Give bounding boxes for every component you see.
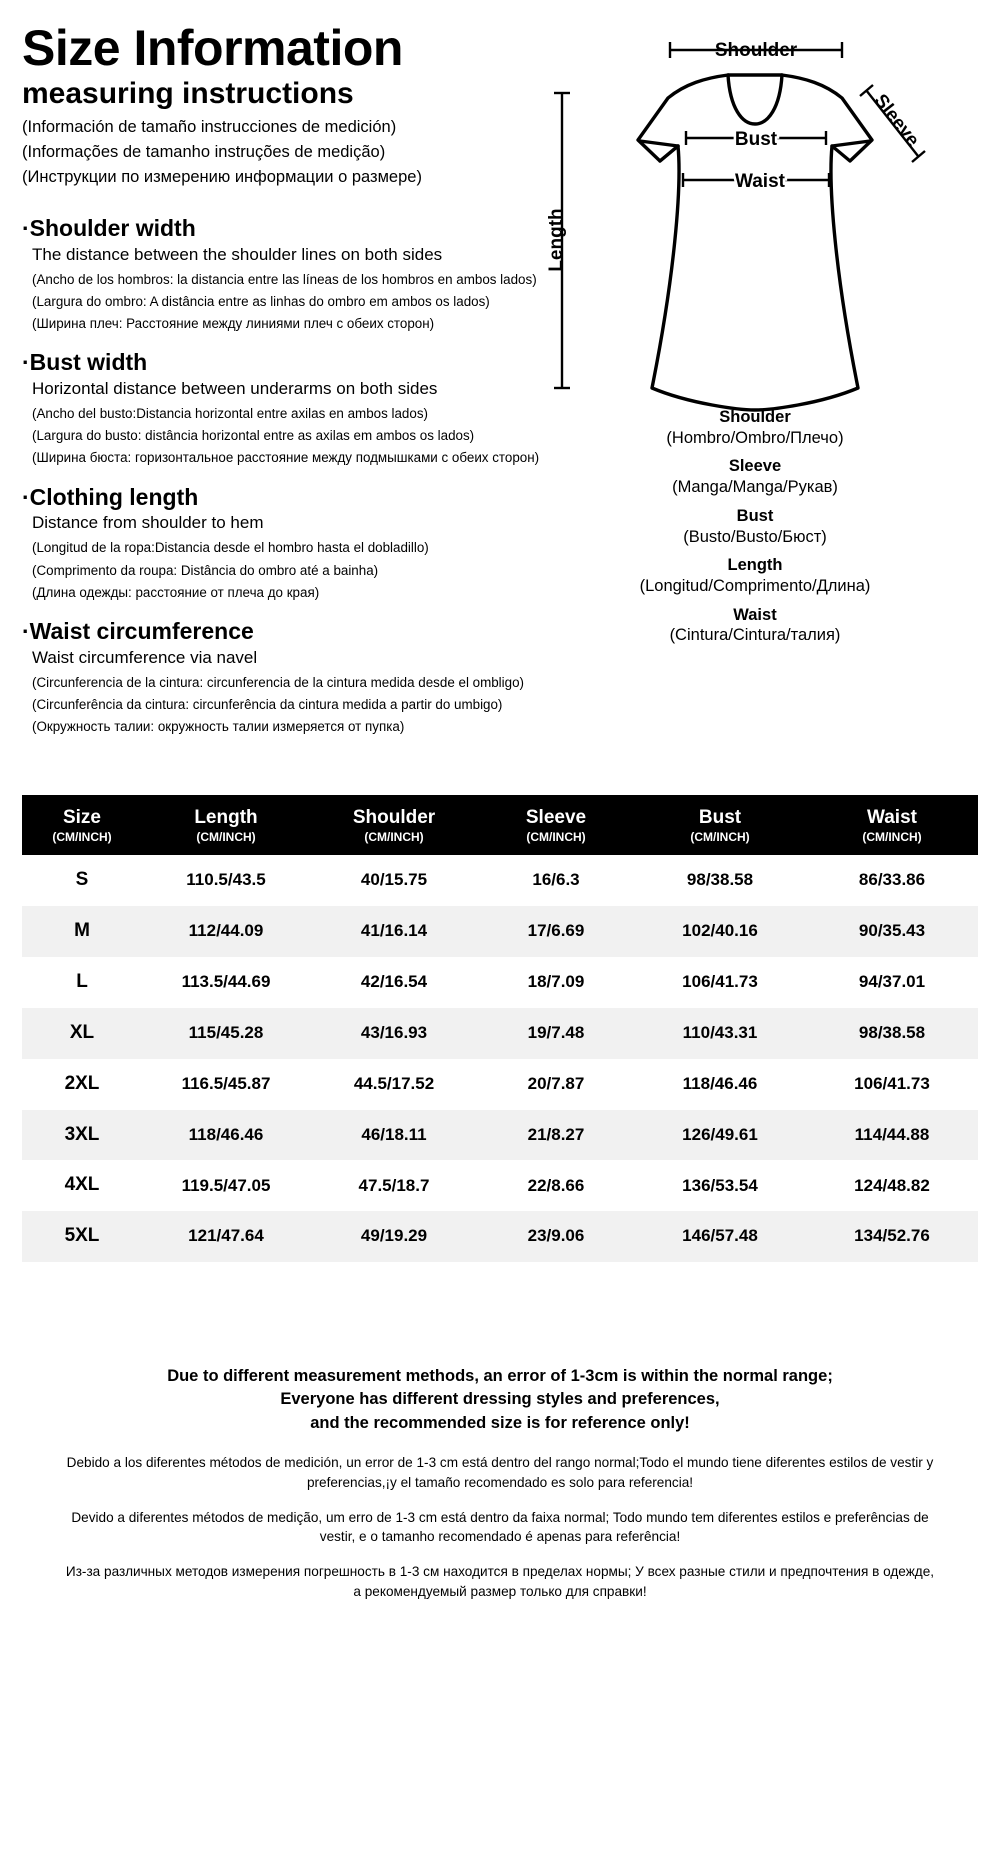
diagram-label-waist: Waist: [735, 171, 785, 192]
section-translation-es: (Longitud de la ropa:Distancia desde el hombro hasta el dobladillo): [32, 540, 429, 556]
column-header-shoulder: [310, 795, 478, 855]
footer-note-ru: Из-за различных методов измерения погрешность в 1-3 см находится в пределах нормы; У всех разные стили и предпочтения в одежде, а рекомендуемый размер только для справки!: [65, 1564, 935, 1599]
section-waist-circumference: [22, 618, 542, 735]
legend-name: Length: [727, 556, 783, 575]
footer-note-en-line2: Everyone has different dressing styles and preferences,: [280, 1390, 720, 1409]
column-header-label: Sleeve: [525, 807, 587, 828]
cell-bust: 146/57.48: [682, 1226, 758, 1246]
footer-notes: [30, 1365, 970, 1617]
section-translation-ru: (Ширина бюста: горизонтальное расстояние между подмышками с обеих сторон): [32, 450, 540, 466]
footer-note-es: Debido a los diferentes métodos de medición, un error de 1-3 cm está dentro del rango normal;Todo el mundo tiene diferentes estilos de vestir y preferencias,¡y el tamaño recomendado es solo para referencia!: [66, 1455, 934, 1490]
table-row: [22, 1160, 978, 1211]
legend-translation: (Busto/Busto/Бюст): [683, 527, 827, 546]
legend-translation: (Manga/Manga/Рукав): [672, 478, 838, 497]
diagram-label-shoulder: Shoulder: [714, 40, 798, 61]
section-translation-ru: (Окружность талии: окружность талии измеряется от пупка): [32, 719, 405, 735]
column-header-unit: (CM/INCH): [364, 829, 424, 844]
column-header-size: [22, 795, 142, 855]
section-translation-ru: (Ширина плеч: Расстояние между линиями плеч с обеих сторон): [32, 316, 435, 332]
cell-size: 4XL: [64, 1174, 100, 1196]
column-header-sleeve: [478, 795, 634, 855]
cell-shoulder: 47.5/18.7: [358, 1175, 430, 1195]
measuring-instructions: [22, 215, 542, 752]
cell-sleeve: 18/7.09: [527, 971, 585, 991]
table-row: [22, 906, 978, 957]
cell-length: 110.5/43.5: [186, 870, 266, 890]
section-heading: ·Shoulder width: [22, 215, 196, 241]
section-heading: ·Waist circumference: [22, 617, 254, 644]
cell-waist: 94/37.01: [858, 971, 926, 991]
cell-length: 118/46.46: [188, 1124, 264, 1144]
section-heading: ·Bust width: [22, 349, 148, 376]
column-header-unit: (CM/INCH): [52, 829, 112, 844]
cell-shoulder: 44.5/17.52: [353, 1073, 435, 1093]
cell-waist: 90/35.43: [858, 921, 926, 941]
legend-item-length: [520, 556, 990, 596]
column-header-unit: (CM/INCH): [526, 829, 586, 844]
column-header-unit: (CM/INCH): [690, 829, 750, 844]
legend-name: Waist: [733, 605, 777, 624]
cell-bust: 126/49.61: [682, 1124, 758, 1144]
cell-sleeve: 21/8.27: [527, 1124, 585, 1144]
cell-size: 2XL: [64, 1072, 100, 1094]
cell-shoulder: 49/19.29: [360, 1226, 428, 1246]
cell-waist: 134/52.76: [854, 1226, 930, 1246]
cell-size: XL: [69, 1021, 95, 1043]
cell-shoulder: 41/16.14: [360, 921, 428, 941]
cell-bust: 136/53.54: [682, 1175, 758, 1195]
cell-bust: 110/43.31: [682, 1022, 758, 1042]
cell-waist: 106/41.73: [854, 1073, 930, 1093]
header-translation-pt: (Informações de tamanho instruções de medição): [22, 143, 386, 162]
legend-item-shoulder: [520, 408, 990, 448]
column-header-length: [142, 795, 310, 855]
table-row: [22, 1059, 978, 1110]
section-translation-ru: (Длина одежды: расстояние от плеча до края): [32, 584, 320, 600]
table-row: [22, 1110, 978, 1161]
cell-length: 119.5/47.05: [181, 1175, 271, 1195]
cell-length: 115/45.28: [188, 1022, 264, 1042]
cell-sleeve: 17/6.69: [527, 921, 585, 941]
legend-translation: (Hombro/Ombro/Плечо): [666, 428, 844, 447]
cell-sleeve: 22/8.66: [527, 1175, 585, 1195]
cell-sleeve: 16/6.3: [532, 870, 580, 890]
cell-shoulder: 46/18.11: [361, 1124, 427, 1144]
table-header-row: [22, 795, 978, 855]
size-table-container: [22, 795, 978, 1262]
header: [22, 22, 522, 190]
cell-size: M: [74, 919, 90, 941]
page-title: Size Information: [22, 20, 403, 76]
cell-length: 116.5/45.87: [181, 1073, 271, 1093]
section-description: Horizontal distance between underarms on both sides: [32, 378, 438, 398]
section-translation-es: (Ancho del busto:Distancia horizontal entre axilas en ambos lados): [32, 406, 428, 422]
section-bust-width: [22, 349, 542, 466]
column-header-label: Size: [62, 807, 102, 828]
header-translation-ru: (Инструкции по измерению информации о размере): [22, 168, 422, 187]
footer-note-en-line3: and the recommended size is for reference only!: [310, 1413, 690, 1432]
page-subtitle: measuring instructions: [22, 76, 354, 110]
cell-waist: 114/44.88: [854, 1124, 930, 1144]
cell-shoulder: 43/16.93: [360, 1022, 428, 1042]
legend-translation: (Cintura/Cintura/талия): [669, 626, 841, 645]
cell-bust: 118/46.46: [682, 1073, 758, 1093]
cell-length: 112/44.09: [188, 921, 264, 941]
column-header-unit: (CM/INCH): [196, 829, 256, 844]
table-row: [22, 1008, 978, 1059]
section-shoulder-width: [22, 215, 542, 332]
footer-note-en-line1: Due to different measurement methods, an error of 1-3cm is within the normal range;: [167, 1367, 833, 1385]
cell-length: 121/47.64: [188, 1226, 264, 1246]
cell-waist: 86/33.86: [858, 870, 926, 890]
section-translation-pt: (Circunferência da cintura: circunferência da cintura medida a partir do umbigo): [32, 696, 503, 712]
cell-waist: 124/48.82: [854, 1175, 930, 1195]
legend-name: Bust: [736, 506, 774, 525]
section-translation-es: (Ancho de los hombros: la distancia entre las líneas de los hombros en ambos lados): [32, 271, 537, 287]
section-translation-pt: (Largura do busto: distância horizontal entre as axilas em ambos os lados): [32, 428, 475, 444]
cell-shoulder: 40/15.75: [360, 870, 428, 890]
table-row: [22, 1211, 978, 1262]
diagram-label-length: Length: [546, 208, 567, 272]
diagram-legend: [520, 408, 990, 655]
diagram-label-sleeve: Sleeve: [869, 90, 924, 151]
cell-waist: 98/38.58: [858, 1022, 926, 1042]
column-header-label: Shoulder: [352, 807, 436, 828]
cell-shoulder: 42/16.54: [360, 971, 428, 991]
cell-bust: 98/38.58: [686, 870, 754, 890]
section-clothing-length: [22, 484, 542, 601]
column-header-waist: [806, 795, 978, 855]
cell-length: 113.5/44.69: [181, 971, 271, 991]
section-description: Distance from shoulder to hem: [32, 513, 264, 533]
legend-item-bust: [520, 507, 990, 547]
column-header-label: Bust: [698, 807, 742, 828]
section-translation-es: (Circunferencia de la cintura: circunferencia de la cintura medida desde el ombligo): [32, 674, 524, 690]
legend-item-sleeve: [520, 457, 990, 497]
cell-size: S: [75, 869, 89, 891]
size-table: [22, 795, 978, 1262]
cell-sleeve: 20/7.87: [527, 1073, 585, 1093]
cell-bust: 106/41.73: [682, 971, 758, 991]
section-translation-pt: (Largura do ombro: A distância entre as linhas do ombro em ambos os lados): [32, 294, 490, 309]
legend-translation: (Longitud/Comprimento/Длина): [639, 577, 871, 596]
legend-name: Shoulder: [719, 408, 791, 426]
cell-sleeve: 23/9.06: [527, 1226, 585, 1246]
cell-bust: 102/40.16: [682, 921, 758, 941]
cell-size: L: [76, 970, 88, 992]
footer-note-pt: Devido a diferentes métodos de medição, um erro de 1-3 cm está dentro da faixa normal; Todo mundo tem diferentes estilos e preferências de vestir, e o tamanho recomendado é apenas para referência!: [71, 1509, 929, 1545]
column-header-label: Length: [194, 807, 258, 828]
legend-name: Sleeve: [728, 457, 782, 476]
legend-item-waist: [520, 606, 990, 646]
column-header-unit: (CM/INCH): [862, 829, 922, 844]
section-heading: ·Clothing length: [22, 483, 199, 510]
section-translation-pt: (Comprimento da roupa: Distância do ombro até a bainha): [32, 562, 379, 578]
section-description: The distance between the shoulder lines on both sides: [32, 244, 443, 264]
table-row: [22, 957, 978, 1008]
header-translation-es: (Información de tamaño instrucciones de medición): [22, 118, 397, 136]
table-row: [22, 855, 978, 906]
footer-note-en: [30, 1365, 970, 1435]
column-header-bust: [634, 795, 806, 855]
dress-diagram: [520, 28, 990, 428]
section-description: Waist circumference via navel: [32, 647, 258, 667]
column-header-label: Waist: [867, 807, 917, 828]
cell-size: 3XL: [64, 1123, 100, 1145]
diagram-label-bust: Bust: [734, 129, 778, 150]
cell-sleeve: 19/7.48: [527, 1022, 585, 1042]
cell-size: 5XL: [64, 1225, 100, 1247]
